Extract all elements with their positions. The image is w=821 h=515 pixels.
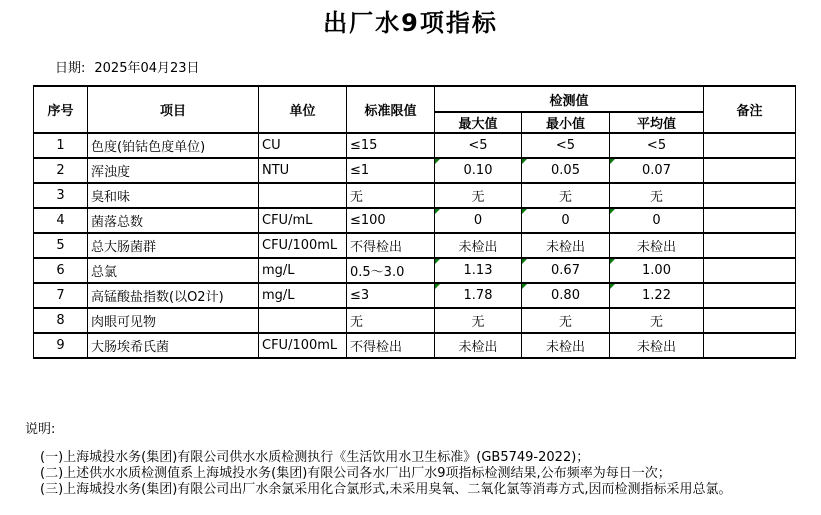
unit-cell: mg/L [259, 258, 347, 283]
number-as-text-marker-icon [522, 159, 527, 164]
seq-cell: 8 [34, 308, 88, 333]
remark-cell [704, 133, 796, 158]
unit-cell: mg/L [259, 283, 347, 308]
unit-cell [259, 183, 347, 208]
number-as-text-marker-icon [435, 284, 440, 289]
max-value-cell [435, 233, 522, 258]
header-max: 最大值 [435, 112, 522, 133]
limit-cell: 不得检出 [347, 333, 435, 358]
max-value: 未检出 [458, 340, 498, 355]
limit-cell: ≤1 [347, 158, 435, 183]
min-value: 0.67 [551, 263, 580, 278]
item-cell: 臭和味 [88, 183, 259, 208]
unit-cell: CFU/100mL [259, 233, 347, 258]
note-line: (二)上述供水水质检测值系上海城投水务(集团)有限公司各水厂出厂水9项指标检测结果,公布频率为每日一次； [40, 466, 671, 481]
notes-heading: 说明: [25, 422, 56, 437]
avg-value: 无 [650, 315, 664, 330]
avg-value: 未检出 [637, 340, 677, 355]
seq-cell: 7 [34, 283, 88, 308]
note-line: (三)上海城投水务(集团)有限公司出厂水余氯采用化合氯形式,未采用臭氧、二氧化氯等消毒方式,因而检测指标采用总氯。 [40, 482, 732, 497]
min-value: 0.05 [551, 163, 580, 178]
limit-cell: 不得检出 [347, 233, 435, 258]
max-value-cell [435, 308, 522, 333]
item-cell: 总大肠菌群 [88, 233, 259, 258]
avg-value: 1.22 [642, 288, 671, 303]
table-row [34, 308, 796, 333]
max-value-cell [435, 133, 522, 158]
min-value-cell [522, 183, 610, 208]
notes-block [40, 450, 732, 498]
header-item: 项目 [88, 86, 259, 133]
min-value: 未检出 [545, 340, 585, 355]
remark-cell [704, 308, 796, 333]
number-as-text-marker-icon [435, 259, 440, 264]
remark-cell [704, 183, 796, 208]
seq-cell: 5 [34, 233, 88, 258]
max-value-cell [435, 333, 522, 358]
table-row [34, 158, 796, 183]
min-value-cell [522, 208, 610, 233]
unit-cell: NTU [259, 158, 347, 183]
indicators-table [33, 85, 796, 359]
max-value-cell [435, 158, 522, 183]
seq-cell: 2 [34, 158, 88, 183]
seq-cell: 1 [34, 133, 88, 158]
min-value-cell [522, 283, 610, 308]
min-value: <5 [555, 138, 576, 153]
max-value-cell [435, 258, 522, 283]
header-avg: 平均值 [610, 112, 704, 133]
page-title: 出厂水9项指标 [323, 9, 498, 37]
limit-cell: ≤15 [347, 133, 435, 158]
max-value: 未检出 [458, 240, 498, 255]
number-as-text-marker-icon [610, 159, 615, 164]
min-value: 无 [558, 315, 572, 330]
max-value: 0 [473, 213, 483, 228]
avg-value-cell [610, 258, 704, 283]
item-cell: 浑浊度 [88, 158, 259, 183]
header-limit: 标准限值 [347, 86, 435, 133]
avg-value: 1.00 [642, 263, 671, 278]
unit-cell: CFU/mL [259, 208, 347, 233]
item-cell: 色度(铂钴色度单位) [88, 133, 259, 158]
seq-cell: 3 [34, 183, 88, 208]
min-value-cell [522, 133, 610, 158]
avg-value-cell [610, 233, 704, 258]
max-value-cell [435, 208, 522, 233]
max-value: <5 [468, 138, 488, 153]
max-value: 0.10 [463, 163, 493, 178]
remark-cell [704, 208, 796, 233]
avg-value: 0 [652, 213, 661, 228]
number-as-text-marker-icon [522, 284, 527, 289]
avg-value-cell [610, 133, 704, 158]
number-as-text-marker-icon [522, 209, 527, 214]
remark-cell [704, 283, 796, 308]
min-value-cell [522, 308, 610, 333]
max-value-cell [435, 183, 522, 208]
table-row [34, 333, 796, 358]
date-label: 日期: [55, 61, 86, 76]
avg-value-cell [610, 333, 704, 358]
remark-cell [704, 258, 796, 283]
limit-cell: 0.5～3.0 [347, 258, 435, 283]
number-as-text-marker-icon [610, 284, 615, 289]
table-row [34, 133, 796, 158]
table-row [34, 283, 796, 308]
avg-value-cell [610, 183, 704, 208]
item-cell: 总氯 [88, 258, 259, 283]
min-value-cell [522, 158, 610, 183]
seq-cell: 6 [34, 258, 88, 283]
min-value: 0 [561, 213, 570, 228]
min-value-cell [522, 258, 610, 283]
remark-cell [704, 233, 796, 258]
avg-value: 未检出 [637, 240, 677, 255]
number-as-text-marker-icon [435, 159, 440, 164]
max-value: 无 [471, 190, 485, 205]
limit-cell: ≤3 [347, 283, 435, 308]
date-value: 2025年04月23日 [94, 61, 200, 76]
min-value-cell [522, 333, 610, 358]
item-cell: 肉眼可见物 [88, 308, 259, 333]
item-cell: 菌落总数 [88, 208, 259, 233]
remark-cell [704, 158, 796, 183]
min-value: 0.80 [551, 288, 580, 303]
avg-value: <5 [646, 138, 667, 153]
remark-cell [704, 333, 796, 358]
table-row [34, 183, 796, 208]
seq-cell: 9 [34, 333, 88, 358]
avg-value: 0.07 [642, 163, 671, 178]
item-cell: 大肠埃希氏菌 [88, 333, 259, 358]
number-as-text-marker-icon [435, 209, 440, 214]
limit-cell: 无 [347, 308, 435, 333]
max-value: 1.78 [463, 288, 493, 303]
avg-value-cell [610, 308, 704, 333]
limit-cell: ≤100 [347, 208, 435, 233]
avg-value-cell [610, 208, 704, 233]
max-value: 1.13 [463, 263, 493, 278]
avg-value-cell [610, 283, 704, 308]
avg-value: 无 [650, 190, 664, 205]
unit-cell: CFU/100mL [259, 333, 347, 358]
note-line: (一)上海城投水务(集团)有限公司供水水质检测执行《生活饮用水卫生标准》(GB5749-2022)； [40, 450, 590, 465]
min-value: 未检出 [545, 240, 585, 255]
table-body [34, 133, 796, 358]
table-row [34, 208, 796, 233]
number-as-text-marker-icon [610, 209, 615, 214]
item-cell: 高锰酸盐指数(以O2计) [88, 283, 259, 308]
header-min: 最小值 [522, 112, 610, 133]
table-row [34, 258, 796, 283]
header-unit: 单位 [259, 86, 347, 133]
header-row-top [34, 86, 796, 112]
min-value-cell [522, 233, 610, 258]
limit-cell: 无 [347, 183, 435, 208]
header-seq: 序号 [34, 86, 88, 133]
number-as-text-marker-icon [610, 259, 615, 264]
number-as-text-marker-icon [522, 259, 527, 264]
avg-value-cell [610, 158, 704, 183]
seq-cell: 4 [34, 208, 88, 233]
header-remark: 备注 [704, 86, 796, 133]
header-detection: 检测值 [435, 86, 704, 112]
table-row [34, 233, 796, 258]
report-date [55, 57, 200, 76]
max-value: 无 [471, 315, 485, 330]
max-value-cell [435, 283, 522, 308]
min-value: 无 [558, 190, 572, 205]
unit-cell [259, 308, 347, 333]
unit-cell: CU [259, 133, 347, 158]
